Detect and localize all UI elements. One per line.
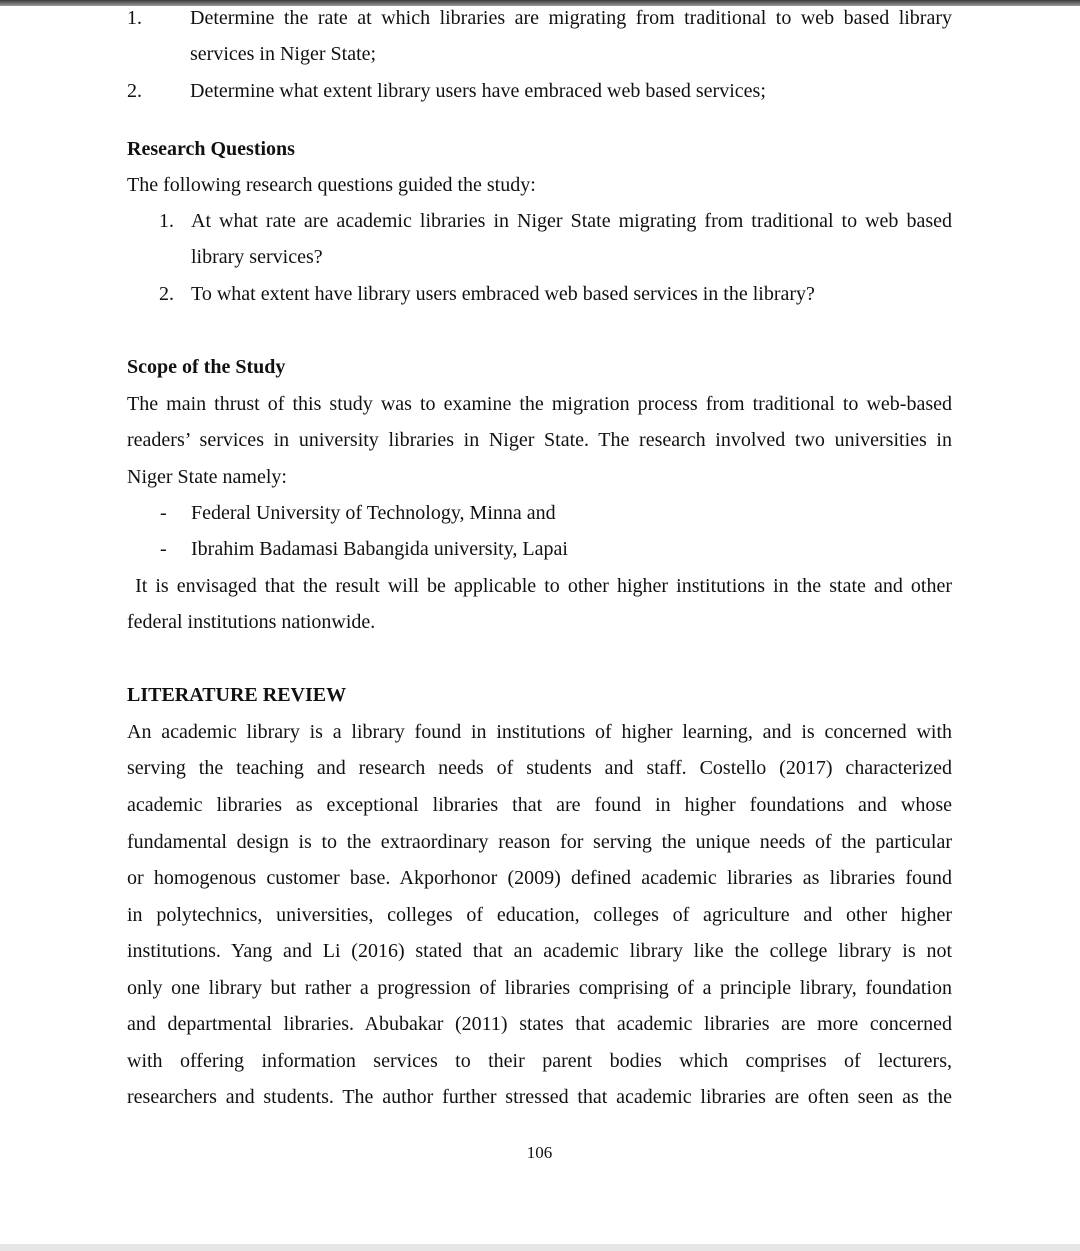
paragraph-line: The following research questions guided the study: bbox=[127, 174, 536, 196]
bullet-marker: - bbox=[160, 538, 167, 560]
paragraph-line: serving the teaching and research needs of students and staff. Costello (2017) characterized bbox=[127, 757, 952, 779]
paragraph-line: with offering information services to their parent bodies which comprises of lecturers, bbox=[127, 1050, 952, 1072]
question-line: To what extent have library users embraced web based services in the library? bbox=[191, 283, 815, 305]
section-heading-scope: Scope of the Study bbox=[127, 356, 286, 378]
paragraph-line: in polytechnics, universities, colleges of education, colleges of agriculture and other higher bbox=[127, 904, 952, 926]
question-number: 1. bbox=[159, 210, 174, 232]
section-heading-research-questions: Research Questions bbox=[127, 138, 295, 160]
section-heading-literature-review: LITERATURE REVIEW bbox=[127, 684, 347, 706]
paragraph-line: Niger State namely: bbox=[127, 466, 287, 488]
question-line: library services? bbox=[191, 246, 323, 268]
paragraph-line: readers’ services in university libraries in Niger State. The research involved two universities in bbox=[127, 429, 952, 451]
paragraph-line: The main thrust of this study was to examine the migration process from traditional to web-based bbox=[127, 393, 952, 415]
paragraph-line: only one library but rather a progression of libraries comprising of a principle library, foundation bbox=[127, 977, 952, 999]
paragraph-line: federal institutions nationwide. bbox=[127, 611, 376, 633]
page-number: 106 bbox=[526, 1143, 553, 1162]
paragraph-line: researchers and students. The author further stressed that academic libraries are often seen as the bbox=[127, 1086, 952, 1108]
objective-line: Determine the rate at which libraries are migrating from traditional to web based library bbox=[190, 7, 952, 29]
paragraph-line: fundamental design is to the extraordinary reason for serving the unique needs of the particular bbox=[127, 831, 952, 853]
paragraph-line: An academic library is a library found in institutions of higher learning, and is concerned with bbox=[127, 721, 952, 743]
question-number: 2. bbox=[159, 283, 174, 305]
paragraph-line: institutions. Yang and Li (2016) stated that an academic library like the college library is not bbox=[127, 940, 952, 962]
bullet-marker: - bbox=[160, 502, 167, 524]
bullet-item: Ibrahim Badamasi Babangida university, Lapai bbox=[191, 538, 568, 560]
bullet-item: Federal University of Technology, Minna and bbox=[191, 502, 556, 524]
question-line: At what rate are academic libraries in Niger State migrating from traditional to web based bbox=[191, 210, 952, 232]
objective-line: services in Niger State; bbox=[190, 43, 377, 65]
bottom-edge-band bbox=[0, 1244, 1080, 1251]
objective-line: Determine what extent library users have embraced web based services; bbox=[190, 80, 766, 102]
objective-number: 2. bbox=[127, 80, 142, 102]
paragraph-line: and departmental libraries. Abubakar (2011) states that academic libraries are more concerned bbox=[127, 1013, 952, 1035]
paragraph-line: or homogenous customer base. Akporhonor (2009) defined academic libraries as libraries found bbox=[127, 867, 952, 889]
paragraph-line: It is envisaged that the result will be applicable to other higher institutions in the state and other bbox=[127, 575, 952, 597]
objective-number: 1. bbox=[127, 7, 142, 29]
paragraph-line: academic libraries as exceptional libraries that are found in higher foundations and whose bbox=[127, 794, 952, 816]
